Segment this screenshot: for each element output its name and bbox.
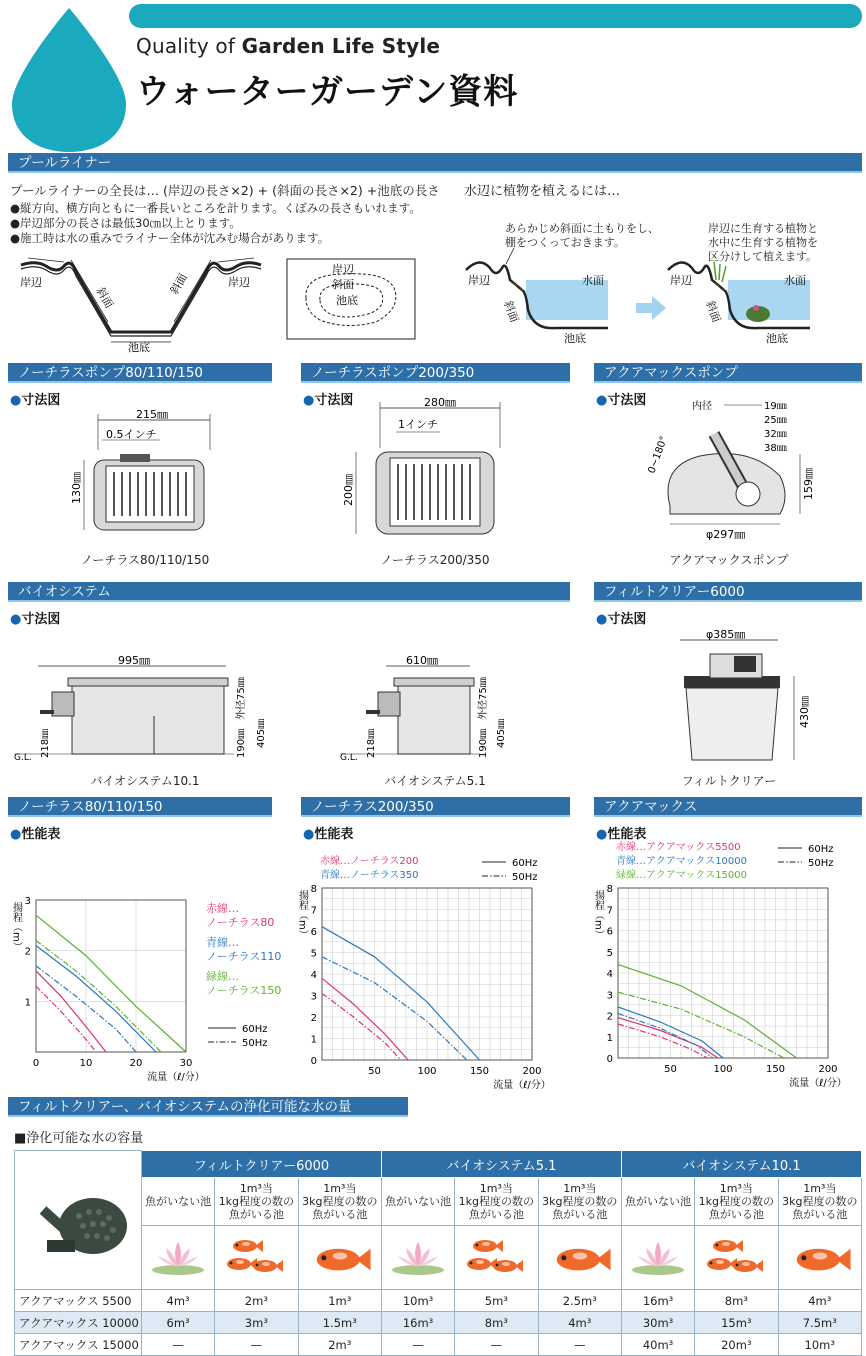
bio101-width: 995㎜ bbox=[118, 654, 150, 667]
before-shamen: 斜面 bbox=[501, 298, 521, 325]
table-row bbox=[15, 1312, 862, 1334]
table-row bbox=[15, 1334, 862, 1356]
pool-note-2: ●岸辺部分の長さは最低30㎝以上とります。 bbox=[10, 216, 241, 230]
liner-kishibe-left: 岸辺 bbox=[20, 276, 42, 289]
plan-kishibe: 岸辺 bbox=[332, 263, 354, 276]
row-label: アクアマックス 15000 bbox=[15, 1334, 142, 1356]
aqua-width: φ297㎜ bbox=[706, 528, 746, 541]
plan-chitei: 池底 bbox=[336, 294, 358, 307]
legend-50hz: 50Hz bbox=[242, 1038, 268, 1049]
capacity-cell: 10m³ bbox=[778, 1334, 861, 1356]
legend-label: ノーチラス110 bbox=[206, 950, 282, 963]
y-tick-label: 8 bbox=[310, 884, 317, 895]
aquamax-pump-icon bbox=[23, 1168, 133, 1268]
tagline: Quality of Garden Life Style bbox=[136, 34, 441, 58]
y-tick-label: 6 bbox=[606, 926, 613, 938]
section-n200-chart: ノーチラス200/350 bbox=[301, 797, 570, 817]
sub-aqua-dim: ●寸法図 bbox=[596, 393, 647, 408]
y-tick-label: 4 bbox=[606, 969, 613, 980]
y-tick-label: 5 bbox=[310, 948, 317, 960]
pool-formula: プールライナーの全長は… (岸辺の長さ×2) + (斜面の長さ×2) +池底の長さ bbox=[10, 183, 440, 198]
before-kishibe: 岸辺 bbox=[468, 274, 490, 287]
section-capacity: フィルトクリアー、バイオシステムの浄化可能な水の量 bbox=[8, 1097, 408, 1117]
legend-50hz: 50Hz bbox=[808, 858, 834, 869]
liner-section-diagram bbox=[16, 250, 266, 355]
cond-1: 魚がいない池 bbox=[142, 1178, 215, 1226]
aqua-d25: 25㎜ bbox=[764, 415, 787, 426]
bio51-caption: バイオシステム5.1 bbox=[384, 774, 486, 788]
before-chitei: 池底 bbox=[564, 332, 586, 345]
lotus-icon-cell bbox=[381, 1226, 454, 1290]
y-tick-label: 1 bbox=[24, 997, 31, 1009]
capacity-cell: 4m³ bbox=[778, 1290, 861, 1312]
n200-performance-chart bbox=[298, 852, 568, 1092]
sub-n200-chart: ●性能表 bbox=[303, 827, 354, 842]
x-axis-label: 流量（ℓ/分） bbox=[789, 1078, 847, 1089]
sub-n80-dim: ●寸法図 bbox=[10, 393, 61, 408]
bio51-drawing bbox=[340, 656, 510, 766]
n200-height: 200㎜ bbox=[342, 474, 355, 506]
y-tick-label: 6 bbox=[310, 927, 317, 938]
capacity-cell: 2m³ bbox=[298, 1334, 381, 1356]
capacity-cell: 4m³ bbox=[538, 1312, 621, 1334]
capacity-cell: 40m³ bbox=[621, 1334, 694, 1356]
sub-bio-dim: ●寸法図 bbox=[10, 612, 61, 627]
planting-title: 水辺に植物を植えるには… bbox=[464, 184, 621, 199]
pool-note-3: ●施工時は水の重みでライナー全体が沈みむ場合があります。 bbox=[10, 231, 330, 245]
planting-note-1: あらかじめ斜面に土もりをし、 棚をつくっておきます。 bbox=[505, 222, 659, 249]
x-tick-label: 0 bbox=[32, 1058, 40, 1069]
planting-diagram-after bbox=[668, 250, 818, 348]
capacity-cell: 6m³ bbox=[142, 1312, 215, 1334]
capacity-cell: — bbox=[215, 1334, 298, 1356]
bio101-gl: G.L. bbox=[14, 753, 32, 763]
capacity-cell: 20m³ bbox=[695, 1334, 778, 1356]
legend-label: 赤線…アクアマックス5500 bbox=[616, 842, 741, 853]
x-tick-label: 10 bbox=[79, 1058, 93, 1069]
y-axis-label: 揚程（m） bbox=[296, 890, 308, 940]
capacity-cell: 8m³ bbox=[455, 1312, 538, 1334]
header-bar bbox=[129, 4, 862, 28]
x-tick-label: 150 bbox=[765, 1064, 786, 1075]
x-tick-label: 50 bbox=[664, 1064, 677, 1075]
capacity-cell: 1.5m³ bbox=[298, 1312, 381, 1334]
filter-height: 430㎜ bbox=[798, 696, 811, 728]
y-tick-label: 3 bbox=[310, 991, 317, 1003]
group-bio101: バイオシステム10.1 bbox=[621, 1151, 861, 1178]
series-line bbox=[322, 993, 401, 1060]
x-tick-label: 20 bbox=[129, 1058, 143, 1069]
legend-label: ノーチラス80 bbox=[206, 916, 275, 929]
cond-5: 1m³当 1kg程度の数の 魚がいる池 bbox=[455, 1178, 538, 1226]
legend-60hz: 60Hz bbox=[808, 844, 834, 855]
water-drop-icon bbox=[8, 4, 130, 154]
series-line bbox=[36, 946, 156, 1052]
y-axis-label: 揚程（m） bbox=[10, 902, 22, 952]
filter-drawing bbox=[670, 628, 820, 768]
page-title: ウォーターガーデン資料 bbox=[136, 72, 519, 112]
pump-image-cell bbox=[15, 1151, 142, 1290]
capacity-cell: — bbox=[538, 1334, 621, 1356]
filter-caption: フィルトクリアー bbox=[681, 774, 777, 788]
y-tick-label: 8 bbox=[606, 884, 613, 895]
cond-7: 魚がいない池 bbox=[621, 1178, 694, 1226]
bio101-caption: バイオシステム10.1 bbox=[90, 774, 200, 788]
n200-caption: ノーチラス200/350 bbox=[380, 553, 490, 567]
bio51-h3: 405㎜ bbox=[496, 718, 507, 748]
capacity-cell: — bbox=[381, 1334, 454, 1356]
liner-chitei: 池底 bbox=[128, 341, 150, 354]
koi-icon-cell bbox=[538, 1226, 621, 1290]
bio51-h2: 190㎜ bbox=[478, 728, 489, 758]
section-n80-chart: ノーチラス80/110/150 bbox=[8, 797, 272, 817]
aqua-angle: 0~180° bbox=[646, 434, 671, 476]
n200-pump-drawing bbox=[332, 398, 522, 540]
bio51-h1: 218㎜ bbox=[366, 728, 377, 758]
sub-n80-chart: ●性能表 bbox=[10, 827, 61, 842]
bio51-od: 外径75㎜ bbox=[478, 677, 489, 720]
cond-4: 魚がいない池 bbox=[381, 1178, 454, 1226]
legend-label: 緑線…アクアマックス15000 bbox=[616, 870, 748, 881]
series-line bbox=[36, 971, 106, 1052]
row-label: アクアマックス 10000 bbox=[15, 1312, 142, 1334]
n80-caption: ノーチラス80/110/150 bbox=[80, 553, 210, 567]
capacity-cell: 8m³ bbox=[695, 1290, 778, 1312]
plan-shamen: 斜面 bbox=[332, 278, 354, 291]
y-tick-label: 1 bbox=[606, 1032, 613, 1044]
legend-label: 青線… bbox=[206, 936, 239, 949]
plot-frame bbox=[36, 900, 186, 1052]
capacity-cell: — bbox=[142, 1334, 215, 1356]
lotus-icon-cell bbox=[142, 1226, 215, 1290]
series-line bbox=[618, 1013, 713, 1058]
koi-icon-cell bbox=[455, 1226, 538, 1290]
aqua-caption: アクアマックスポンプ bbox=[669, 553, 789, 567]
liner-plan-diagram bbox=[286, 258, 416, 340]
capacity-cell: 1m³ bbox=[298, 1290, 381, 1312]
capacity-cell: 5m³ bbox=[455, 1290, 538, 1312]
bio101-h1: 218㎜ bbox=[40, 728, 51, 758]
y-tick-label: 0 bbox=[310, 1056, 317, 1067]
aqua-height: 159㎜ bbox=[802, 468, 815, 500]
legend-label: ノーチラス150 bbox=[206, 984, 282, 997]
x-tick-label: 50 bbox=[368, 1066, 381, 1077]
lotus-icon-cell bbox=[621, 1226, 694, 1290]
x-axis-label: 流量（ℓ/分） bbox=[493, 1080, 551, 1091]
y-tick-label: 0 bbox=[606, 1054, 613, 1065]
before-suimen: 水面 bbox=[582, 274, 604, 287]
n80-performance-chart bbox=[6, 880, 296, 1090]
aqua-d38: 38㎜ bbox=[764, 443, 787, 454]
planting-diagram-before bbox=[466, 250, 616, 348]
capacity-cell: 30m³ bbox=[621, 1312, 694, 1334]
capacity-cell: — bbox=[455, 1334, 538, 1356]
x-tick-label: 100 bbox=[417, 1066, 437, 1077]
legend-label: 緑線… bbox=[206, 970, 239, 983]
koi-icon-cell bbox=[298, 1226, 381, 1290]
table-row bbox=[15, 1290, 862, 1312]
aqua-performance-chart bbox=[592, 838, 862, 1092]
y-tick-label: 7 bbox=[606, 905, 613, 917]
sub-aqua-chart: ●性能表 bbox=[596, 827, 647, 842]
capacity-cell: 4m³ bbox=[142, 1290, 215, 1312]
series-line bbox=[36, 986, 96, 1052]
sub-n200-dim: ●寸法図 bbox=[303, 393, 354, 408]
n80-pump-drawing bbox=[60, 410, 220, 540]
aqua-inner-label: 内径 bbox=[692, 401, 712, 412]
koi-icon-cell bbox=[695, 1226, 778, 1290]
bio51-width: 610㎜ bbox=[406, 654, 438, 667]
y-tick-label: 2 bbox=[24, 946, 31, 958]
n80-width: 215㎜ bbox=[136, 408, 168, 421]
capacity-cell: 16m³ bbox=[381, 1312, 454, 1334]
series-line bbox=[322, 978, 408, 1060]
bio51-gl: G.L. bbox=[340, 753, 358, 763]
after-shamen: 斜面 bbox=[703, 298, 723, 325]
n200-width: 280㎜ bbox=[424, 396, 456, 409]
series-line bbox=[618, 965, 797, 1059]
y-tick-label: 3 bbox=[606, 990, 613, 1002]
y-tick-label: 2 bbox=[606, 1011, 613, 1023]
bio101-h2: 190㎜ bbox=[236, 728, 247, 758]
group-bio51: バイオシステム5.1 bbox=[381, 1151, 621, 1178]
capacity-cell: 10m³ bbox=[381, 1290, 454, 1312]
legend-60hz: 60Hz bbox=[512, 858, 538, 869]
section-pool-liner: プールライナー bbox=[8, 153, 862, 173]
bio101-h3: 405㎜ bbox=[256, 718, 267, 748]
x-tick-label: 200 bbox=[818, 1064, 838, 1075]
y-tick-label: 1 bbox=[310, 1034, 317, 1046]
capacity-cell: 16m³ bbox=[621, 1290, 694, 1312]
capacity-cell: 7.5m³ bbox=[778, 1312, 861, 1334]
planting-note-2: 岸辺に生育する植物と 水中に生育する植物を 区分けして植えます。 bbox=[708, 222, 818, 263]
capacity-table bbox=[14, 1150, 862, 1356]
section-aqua-chart: アクアマックス bbox=[594, 797, 862, 817]
liner-kishibe-right: 岸辺 bbox=[228, 276, 250, 289]
koi-icon-cell bbox=[215, 1226, 298, 1290]
capacity-cell: 2m³ bbox=[215, 1290, 298, 1312]
capacity-subtitle: ■浄化可能な水の容量 bbox=[14, 1131, 144, 1146]
cond-3: 1m³当 3kg程度の数の 魚がいる池 bbox=[298, 1178, 381, 1226]
arrow-right-icon bbox=[636, 296, 666, 320]
cond-8: 1m³当 1kg程度の数の 魚がいる池 bbox=[695, 1178, 778, 1226]
x-axis-label: 流量（ℓ/分） bbox=[147, 1072, 205, 1083]
capacity-cell: 3m³ bbox=[215, 1312, 298, 1334]
after-chitei: 池底 bbox=[766, 332, 788, 345]
n200-inch: 1インチ bbox=[398, 418, 438, 431]
x-tick-label: 200 bbox=[522, 1066, 542, 1077]
after-suimen: 水面 bbox=[784, 274, 806, 287]
aqua-d19: 19㎜ bbox=[764, 401, 787, 412]
section-n80-dim: ノーチラスポンプ80/110/150 bbox=[8, 363, 272, 383]
section-n200-dim: ノーチラスポンプ200/350 bbox=[301, 363, 570, 383]
bio101-drawing bbox=[14, 656, 274, 766]
aqua-pump-drawing bbox=[640, 396, 830, 546]
row-label: アクアマックス 5500 bbox=[15, 1290, 142, 1312]
capacity-cell: 2.5m³ bbox=[538, 1290, 621, 1312]
cond-6: 1m³当 3kg程度の数の 魚がいる池 bbox=[538, 1178, 621, 1226]
koi-icon-cell bbox=[778, 1226, 861, 1290]
x-tick-label: 150 bbox=[469, 1066, 490, 1077]
aqua-d32: 32㎜ bbox=[764, 429, 787, 440]
series-line bbox=[618, 1018, 718, 1058]
filter-width: φ385㎜ bbox=[706, 628, 746, 641]
liner-shamen-right: 斜面 bbox=[167, 271, 190, 297]
n80-inch: 0.5インチ bbox=[106, 428, 157, 441]
y-axis-label: 揚程（m） bbox=[592, 890, 604, 940]
bio101-od: 外径75㎜ bbox=[236, 677, 247, 720]
cond-9: 1m³当 3kg程度の数の 魚がいる池 bbox=[778, 1178, 861, 1226]
legend-label: 青線…アクアマックス10000 bbox=[616, 856, 748, 867]
legend-label: 赤線… bbox=[206, 902, 239, 915]
capacity-cell: 15m³ bbox=[695, 1312, 778, 1334]
sub-filter-dim: ●寸法図 bbox=[596, 612, 647, 627]
y-tick-label: 5 bbox=[606, 947, 613, 959]
liner-shamen-left: 斜面 bbox=[93, 285, 116, 311]
x-tick-label: 100 bbox=[713, 1064, 733, 1075]
y-tick-label: 7 bbox=[310, 905, 317, 917]
cond-2: 1m³当 1kg程度の数の 魚がいる池 bbox=[215, 1178, 298, 1226]
legend-60hz: 60Hz bbox=[242, 1024, 268, 1035]
x-tick-label: 30 bbox=[179, 1058, 193, 1069]
section-bio: バイオシステム bbox=[8, 582, 570, 602]
series-line bbox=[322, 927, 480, 1060]
n80-height: 130㎜ bbox=[70, 472, 83, 504]
legend-label: 青線…ノーチラス350 bbox=[320, 870, 419, 881]
legend-label: 赤線…ノーチラス200 bbox=[320, 856, 419, 867]
section-aqua-dim: アクアマックスポンプ bbox=[594, 363, 862, 383]
pool-note-1: ●縦方向、横方向ともに一番長いところを計ります。くぼみの長さもいれます。 bbox=[10, 201, 421, 215]
y-tick-label: 3 bbox=[24, 896, 31, 907]
section-filter: フィルトクリアー6000 bbox=[594, 582, 862, 602]
group-filtclear: フィルトクリアー6000 bbox=[142, 1151, 382, 1178]
legend-50hz: 50Hz bbox=[512, 872, 538, 883]
y-tick-label: 2 bbox=[310, 1013, 317, 1024]
after-kishibe: 岸辺 bbox=[670, 274, 692, 287]
y-tick-label: 4 bbox=[310, 970, 317, 981]
